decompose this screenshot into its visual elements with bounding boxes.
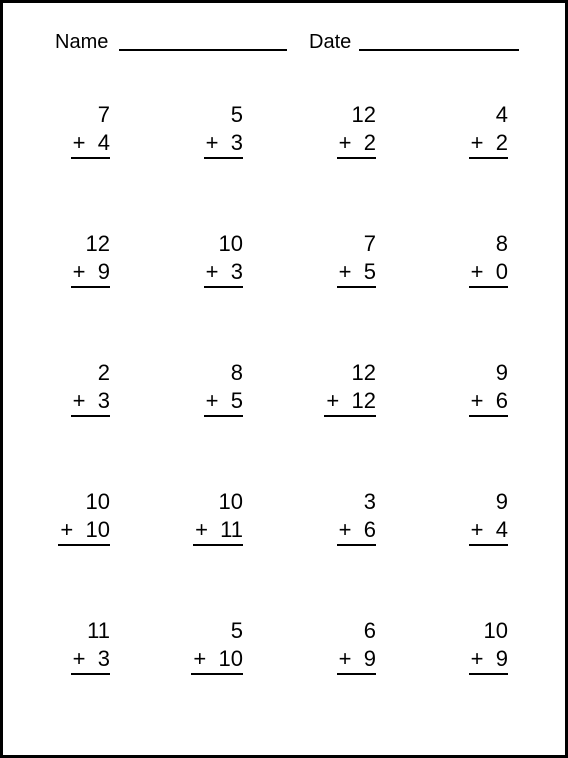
problem-operator-line (339, 129, 376, 157)
plus-sign: + (470, 646, 484, 671)
problem-top-number: 7 (97, 102, 110, 127)
problem-bottom-number: 5 (363, 259, 376, 284)
problem-top-number: 2 (97, 360, 110, 385)
problem-top-number: 12 (351, 360, 376, 385)
answer-line (71, 415, 110, 417)
problem-top-number: 8 (495, 231, 508, 256)
problem-operator-line (73, 645, 110, 673)
problem-operator-line (195, 516, 243, 544)
problem-top-number: 9 (495, 360, 508, 385)
problem-operator-line (471, 645, 508, 673)
problem-operator-line (471, 387, 508, 415)
problem-operator-line (471, 258, 508, 286)
problem-top-number: 12 (85, 231, 110, 256)
addition-problem (286, 488, 376, 546)
answer-line (324, 415, 376, 417)
problem-bottom-number: 4 (495, 517, 508, 542)
problem-operator-line (73, 129, 110, 157)
answer-line (193, 544, 243, 546)
problem-bottom-number: 6 (363, 517, 376, 542)
addition-problem (20, 101, 110, 159)
addition-problem (418, 101, 508, 159)
answer-line (204, 415, 243, 417)
problem-top-number: 5 (230, 618, 243, 643)
addition-problem (20, 617, 110, 675)
plus-sign: + (205, 388, 219, 413)
problem-bottom-number: 3 (97, 388, 110, 413)
problem-operator-line (339, 645, 376, 673)
problem-top-number: 5 (230, 102, 243, 127)
answer-line (469, 673, 508, 675)
problem-operator-line (339, 258, 376, 286)
problem-operator-line (60, 516, 110, 544)
plus-sign: + (470, 517, 484, 542)
addition-problem (418, 617, 508, 675)
problem-top-number: 8 (230, 360, 243, 385)
answer-line (204, 157, 243, 159)
problem-bottom-number: 3 (230, 259, 243, 284)
answer-line (337, 544, 376, 546)
problem-bottom-number: 5 (230, 388, 243, 413)
plus-sign: + (338, 130, 352, 155)
plus-sign: + (193, 646, 207, 671)
problem-top-number: 11 (87, 618, 110, 643)
answer-line (204, 286, 243, 288)
addition-problem (286, 617, 376, 675)
problem-top-number: 12 (351, 102, 376, 127)
addition-problem (286, 230, 376, 288)
problem-bottom-number: 11 (220, 517, 243, 542)
problem-top-number: 10 (85, 489, 110, 514)
problem-operator-line (326, 387, 376, 415)
answer-line (337, 673, 376, 675)
plus-sign: + (338, 259, 352, 284)
problem-bottom-number: 3 (230, 130, 243, 155)
answer-line (469, 286, 508, 288)
problem-top-number: 3 (363, 489, 376, 514)
problem-bottom-number: 9 (97, 259, 110, 284)
name-label: Name (55, 31, 109, 53)
plus-sign: + (470, 259, 484, 284)
plus-sign: + (205, 259, 219, 284)
problem-top-number: 10 (218, 489, 243, 514)
addition-problem (153, 359, 243, 417)
date-line[interactable] (359, 49, 519, 51)
plus-sign: + (470, 388, 484, 413)
addition-problem (286, 359, 376, 417)
plus-sign: + (195, 517, 208, 542)
problem-top-number: 7 (363, 231, 376, 256)
problem-bottom-number: 3 (97, 646, 110, 671)
problem-bottom-number: 6 (495, 388, 508, 413)
problem-bottom-number: 10 (85, 517, 110, 542)
problem-operator-line (206, 387, 243, 415)
plus-sign: + (470, 130, 484, 155)
plus-sign: + (338, 517, 352, 542)
answer-line (469, 415, 508, 417)
answer-line (337, 286, 376, 288)
addition-problem (418, 230, 508, 288)
plus-sign: + (72, 130, 86, 155)
date-label: Date (309, 31, 352, 53)
addition-problem (20, 230, 110, 288)
answer-line (71, 286, 110, 288)
problem-bottom-number: 9 (495, 646, 508, 671)
problem-operator-line (471, 129, 508, 157)
problem-top-number: 9 (495, 489, 508, 514)
addition-problem (418, 488, 508, 546)
problem-bottom-number: 10 (218, 646, 243, 671)
addition-problem (153, 617, 243, 675)
problem-operator-line (206, 129, 243, 157)
addition-problem (153, 230, 243, 288)
problem-bottom-number: 12 (351, 388, 376, 413)
plus-sign: + (72, 259, 86, 284)
addition-problem (20, 359, 110, 417)
plus-sign: + (72, 646, 86, 671)
answer-line (469, 157, 508, 159)
answer-line (191, 673, 243, 675)
problem-bottom-number: 4 (97, 130, 110, 155)
problem-bottom-number: 2 (495, 130, 508, 155)
problem-operator-line (73, 387, 110, 415)
problem-operator-line (206, 258, 243, 286)
problem-top-number: 10 (483, 618, 508, 643)
problem-top-number: 6 (363, 618, 376, 643)
problem-top-number: 10 (218, 231, 243, 256)
answer-line (58, 544, 110, 546)
problem-operator-line (471, 516, 508, 544)
problem-bottom-number: 0 (495, 259, 508, 284)
name-line[interactable] (119, 49, 287, 51)
plus-sign: + (205, 130, 219, 155)
plus-sign: + (72, 388, 86, 413)
plus-sign: + (338, 646, 352, 671)
answer-line (337, 157, 376, 159)
plus-sign: + (60, 517, 74, 542)
addition-problem (20, 488, 110, 546)
addition-problem (153, 101, 243, 159)
answer-line (71, 157, 110, 159)
addition-problem (153, 488, 243, 546)
problem-bottom-number: 2 (363, 130, 376, 155)
addition-problem (286, 101, 376, 159)
answer-line (469, 544, 508, 546)
problem-operator-line (73, 258, 110, 286)
addition-problem (418, 359, 508, 417)
problem-bottom-number: 9 (363, 646, 376, 671)
answer-line (71, 673, 110, 675)
problem-operator-line (339, 516, 376, 544)
problem-operator-line (193, 645, 243, 673)
problem-top-number: 4 (495, 102, 508, 127)
plus-sign: + (326, 388, 340, 413)
